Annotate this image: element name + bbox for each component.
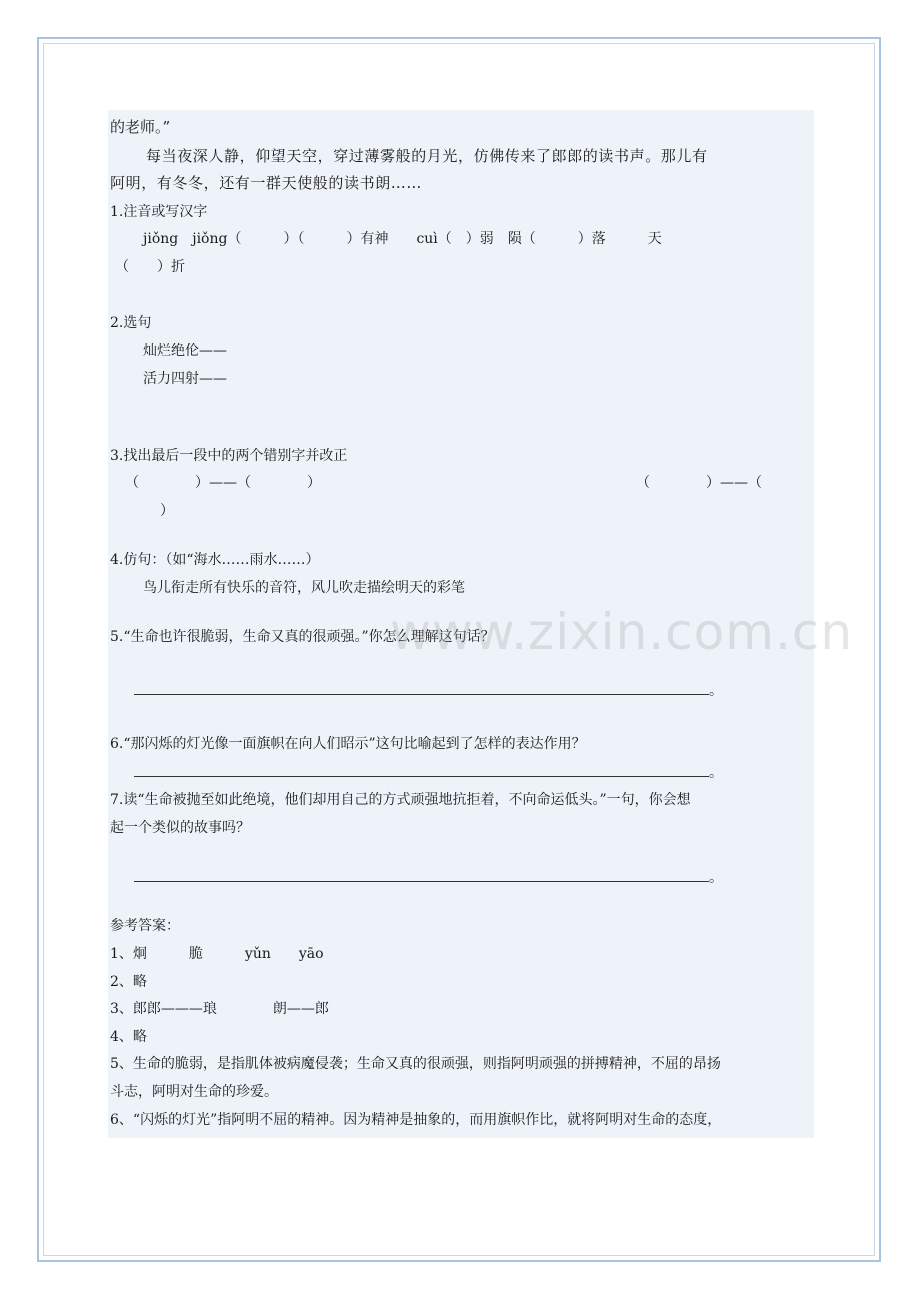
answer-4: 4、略: [110, 1029, 147, 1045]
q5-answer-line[interactable]: [134, 694, 709, 695]
q3-row-left: （ ）——（ ）: [125, 475, 321, 491]
q3-row-right: （ ）——（: [636, 475, 762, 491]
q4-sentence: 鸟儿衔走所有快乐的音符，风儿吹走描绘明天的彩笔: [143, 580, 465, 596]
answer-3: 3、郎郎———琅 朗——郎: [110, 1001, 329, 1017]
q2-item-2: 活力四射——: [143, 371, 227, 387]
answer-1: 1、炯 脆 yǔn yāo: [110, 946, 324, 962]
answer-2: 2、略: [110, 974, 147, 990]
q6-answer-line[interactable]: [134, 776, 709, 777]
q5-end: 。: [709, 683, 723, 699]
q1-row-1: jiǒng jiǒng（ ）（ ）有神 cuì（ ）弱 陨（ ）落 天: [143, 231, 662, 247]
q4-title: 4.仿句：（如“海水……雨水……）: [110, 552, 320, 568]
answer-5-line-1: 5、生命的脆弱，是指肌体被病魔侵袭；生命又真的很顽强，则指阿明顽强的拼搏精神，不屈的昂扬: [110, 1056, 721, 1072]
q5-title: 5.“生命也许很脆弱，生命又真的很顽强。”你怎么理解这句话？: [110, 629, 495, 645]
q1-title: 1.注音或写汉字: [110, 204, 208, 220]
q1-row-2: （ ）折: [115, 259, 185, 275]
q7-title-2: 起一个类似的故事吗？: [110, 820, 250, 836]
answer-6: 6、“闪烁的灯光”指阿明不屈的精神。因为精神是抽象的，而用旗帜作比，就将阿明对生命的态度，: [110, 1112, 722, 1128]
answers-heading: 参考答案：: [110, 918, 180, 934]
passage-line-2: 每当夜深人静，仰望天空，穿过薄雾般的月光，仿佛传来了郎郎的读书声。那儿有: [146, 147, 708, 165]
q3-title: 3.找出最后一段中的两个错别字并改正: [110, 448, 348, 464]
q7-title: 7.读“生命被抛至如此绝境，他们却用自己的方式顽强地抗拒着，不向命运低头。”一句，你会想: [110, 792, 691, 808]
q6-title: 6.“那闪烁的灯光像一面旗帜在向人们昭示”这句比喻起到了怎样的表达作用？: [110, 736, 586, 752]
q3-row-2: ）: [160, 503, 174, 519]
q7-end: 。: [709, 870, 723, 886]
q6-end: 。: [709, 765, 723, 781]
q2-title: 2.选句: [110, 315, 152, 331]
answer-5-line-2: 斗志，阿明对生命的珍爱。: [110, 1084, 278, 1100]
passage-line-1: 的老师。”: [110, 118, 171, 136]
q7-answer-line[interactable]: [134, 881, 709, 882]
watermark: www.zixin.com.cn: [390, 603, 854, 661]
q2-item-1: 灿烂绝伦——: [143, 343, 227, 359]
passage-line-3: 阿明，有冬冬，还有一群天使般的读书朗……: [110, 174, 423, 192]
